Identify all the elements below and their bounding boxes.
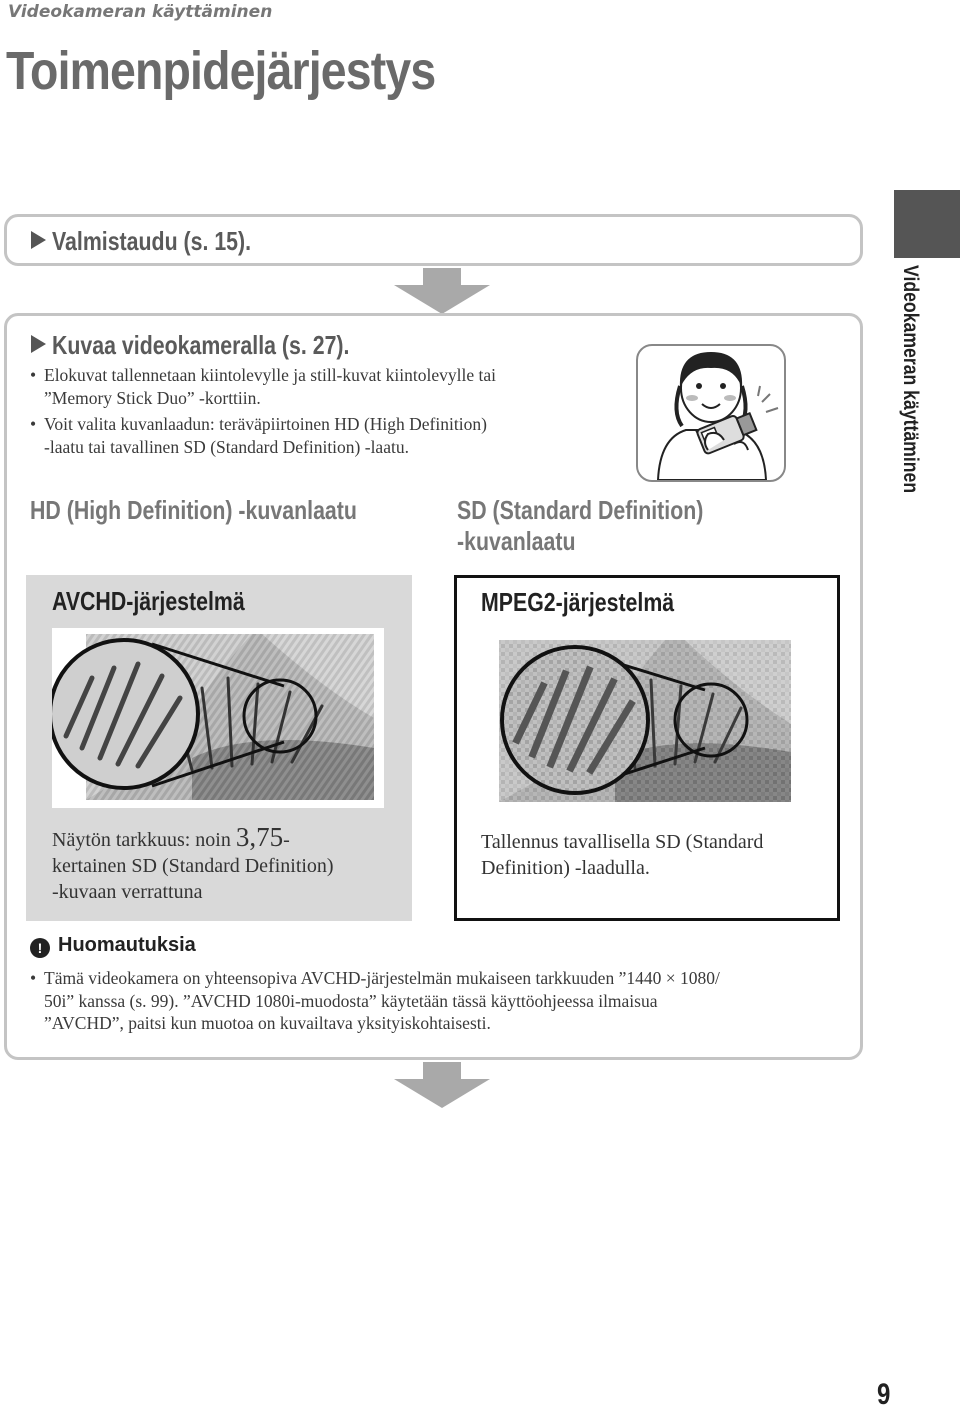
running-head: Videokameran käyttäminen bbox=[8, 2, 273, 22]
step-1-text: Valmistaudu (s. 15). bbox=[52, 226, 252, 256]
hd-panel bbox=[26, 575, 412, 921]
triangle-bullet-icon bbox=[31, 335, 46, 353]
note-line: 50i” kanssa (s. 99). ”AVCHD 1080i-muodosta” käytetään tässä käyttöohjeessa ilmaisua bbox=[44, 990, 658, 1011]
sd-panel bbox=[454, 575, 840, 921]
side-tab-text bbox=[898, 265, 924, 527]
step-1-frame bbox=[4, 214, 863, 266]
note-line: Tämä videokamera on yhteensopiva AVCHD-järjestelmän mukaiseen tarkkuuden ”1440 × 1080/ bbox=[44, 968, 720, 988]
bullet-line: -laatu tai tavallinen SD (Standard Definition) -laatu. bbox=[44, 436, 409, 457]
sd-description: Tallennus tavallisella SD (Standard Definition) -laadulla. bbox=[481, 831, 764, 879]
person-with-camcorder-icon bbox=[638, 346, 784, 480]
step-2-text: Kuvaa videokameralla (s. 27). bbox=[52, 330, 350, 360]
notes-heading: ! Huomautuksia bbox=[30, 934, 196, 958]
bullet-item: • Elokuvat tallennetaan kiintolevylle ja still-kuvat kiintolevylle tai ”Memory Stick Duo” -korttiin. bbox=[30, 365, 496, 408]
down-arrow-icon bbox=[394, 268, 490, 314]
bullet-line: ”Memory Stick Duo” -korttiin. bbox=[44, 387, 261, 408]
hd-sample-image bbox=[52, 628, 384, 808]
step-1-heading bbox=[31, 226, 295, 257]
bullet-line: Elokuvat tallennetaan kiintolevylle ja still-kuvat kiintolevylle tai bbox=[44, 365, 496, 385]
bullet-item: • Voit valita kuvanlaadun: teräväpiirtoinen HD (High Definition) -laatu tai tavallinen SD (Standard Definition) -laatu. bbox=[30, 414, 487, 457]
sd-system-title: MPEG2-järjestelmä bbox=[481, 587, 675, 617]
hd-system-title: AVCHD-järjestelmä bbox=[52, 586, 245, 616]
hd-quality-title: HD (High Definition) -kuvanlaatu bbox=[30, 495, 357, 525]
side-tab-label: Videokameran käyttäminen bbox=[899, 265, 922, 494]
note-item: • Tämä videokamera on yhteensopiva AVCHD-järjestelmän mukaiseen tarkkuuden ”1440 × 1080/ 50i” kanssa (s. 99). ”AVCHD 1080i-muodosta” käytetään tässä käyttöohjeessa ilmaisua ”AVCHD”, paitsi kun muotoa on kuvailtava yksityiskohtaisesti. bbox=[30, 968, 720, 1033]
page-title: Toimenpidejärjestys bbox=[6, 41, 436, 101]
warning-icon: ! bbox=[30, 938, 50, 958]
hd-description: Näytön tarkkuus: noin 3,75- kertainen SD (Standard Definition) -kuvaan verrattuna bbox=[52, 822, 334, 903]
sd-quality-title: SD (Standard Definition) -kuvanlaatu bbox=[457, 495, 704, 556]
camcorder-illustration bbox=[636, 344, 786, 482]
note-line: ”AVCHD”, paitsi kun muotoa on kuvailtava yksityiskohtaisesti. bbox=[44, 1013, 491, 1033]
resolution-factor: 3,75 bbox=[235, 822, 284, 852]
bullet-line: Voit valita kuvanlaadun: teräväpiirtoinen HD (High Definition) bbox=[44, 414, 487, 434]
triangle-bullet-icon bbox=[31, 231, 46, 249]
side-tab-block bbox=[894, 190, 960, 258]
step-2-heading bbox=[31, 330, 415, 361]
page-number: 9 bbox=[877, 1378, 891, 1410]
down-arrow-icon bbox=[394, 1062, 490, 1108]
sd-sample-image bbox=[485, 628, 795, 808]
